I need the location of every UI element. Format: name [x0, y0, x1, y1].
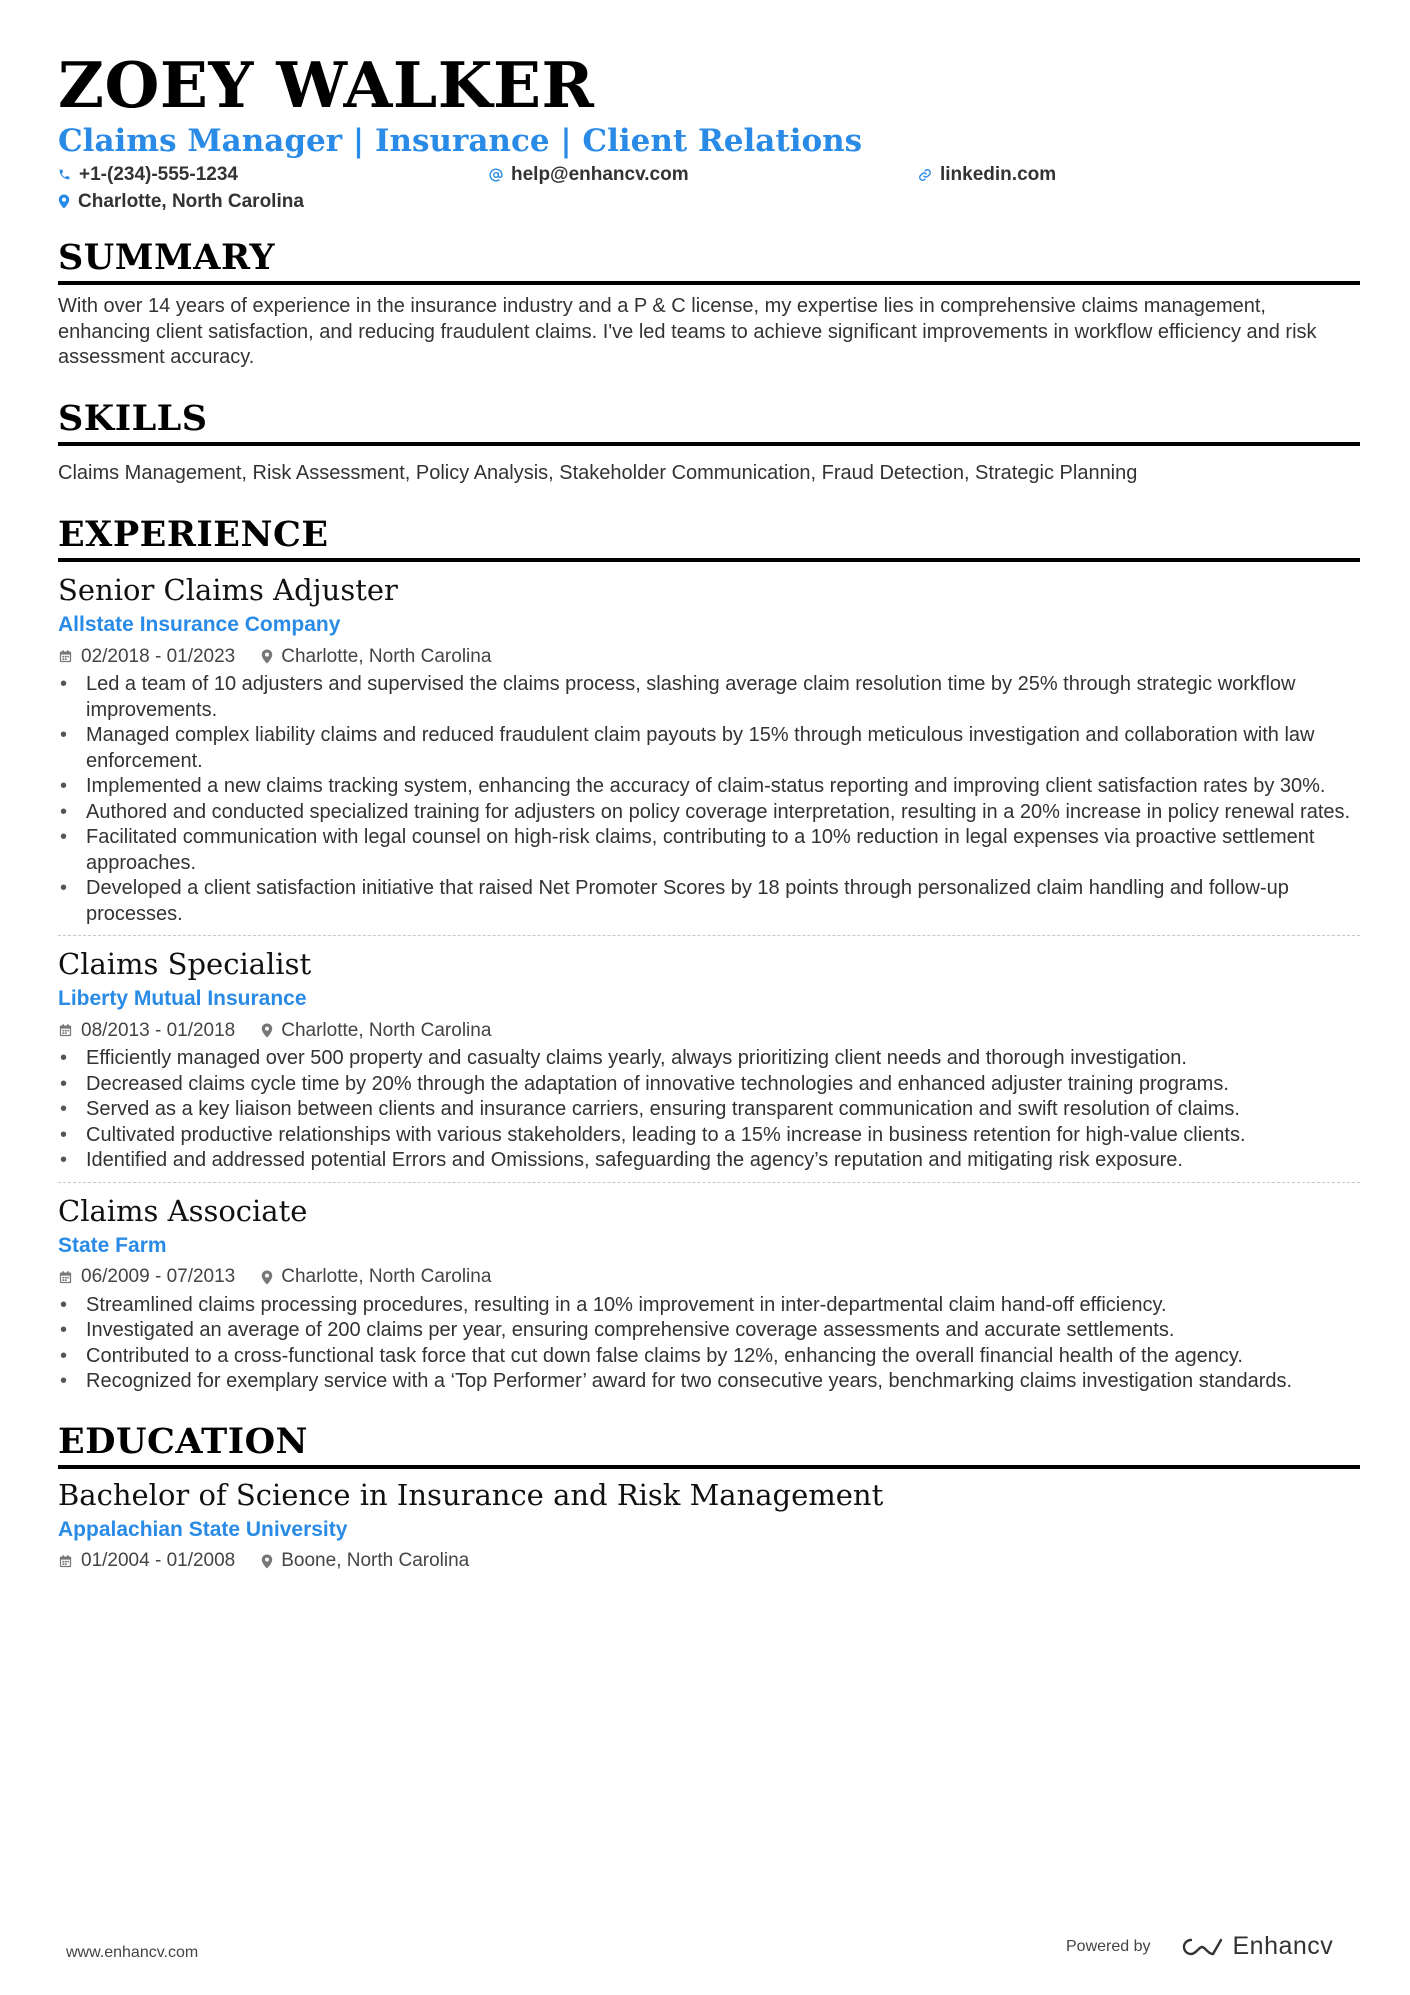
- job-location-text: Charlotte, North Carolina: [281, 645, 492, 667]
- job-dates-text: 08/2013 - 01/2018: [81, 1019, 236, 1041]
- calendar-icon: [58, 1270, 73, 1285]
- job-bullets: [58, 1293, 1360, 1395]
- education-location: [261, 1550, 469, 1572]
- experience-title: EXPERIENCE: [58, 514, 329, 555]
- entry-divider: [58, 935, 1360, 936]
- linkedin-contact[interactable]: [918, 164, 1056, 186]
- skills-text: Claims Management, Risk Assessment, Policy Analysis, Stakeholder Communication, Fraud Detection, Strategic Planning: [58, 461, 1138, 484]
- linkedin-text[interactable]: linkedin.com: [940, 163, 1057, 185]
- experience-entry: [58, 1193, 1360, 1395]
- job-bullet: • Investigated an average of 200 claims per year, ensuring comprehensive coverage assessments and accurate settlements.: [58, 1318, 1360, 1344]
- job-bullet: • Managed complex liability claims and reduced fraudulent claim payouts by 15% through meticulous investigation and collaboration with law enforcement.: [58, 723, 1360, 774]
- location-text: Charlotte, North Carolina: [78, 190, 304, 212]
- job-bullet: • Decreased claims cycle time by 20% through the adaptation of innovative technologies and enhanced adjuster training programs.: [58, 1072, 1360, 1098]
- section-divider: [58, 281, 1360, 285]
- job-location-text: Charlotte, North Carolina: [281, 1019, 492, 1041]
- resume-page: [58, 48, 1360, 1576]
- location-contact: [58, 191, 304, 213]
- school-name: Appalachian State University: [58, 1517, 348, 1541]
- job-meta: [58, 1263, 1360, 1292]
- job-bullet: • Recognized for exemplary service with a ‘Top Performer’ award for two consecutive years, benchmarking claims investigation standards.: [58, 1369, 1360, 1395]
- at-icon: [489, 168, 503, 182]
- education-location-text: Boone, North Carolina: [281, 1550, 470, 1571]
- phone-text: +1-(234)-555-1234: [79, 163, 238, 185]
- job-bullet: • Authored and conducted specialized training for adjusters on policy coverage interpretation, resulting in a 20% increase in policy renewal rates.: [58, 800, 1360, 826]
- email-text[interactable]: help@enhancv.com: [511, 163, 689, 185]
- company-name: Liberty Mutual Insurance: [58, 987, 307, 1010]
- email-contact[interactable]: [489, 164, 918, 186]
- job-bullet: • Developed a client satisfaction initiative that raised Net Promoter Scores by 18 points through personalized claim handling and follow-up processes.: [58, 876, 1360, 927]
- company-name: Allstate Insurance Company: [58, 613, 341, 636]
- job-dates-text: 06/2009 - 07/2013: [81, 1266, 236, 1287]
- experience-section: [58, 514, 1360, 1395]
- link-icon: [918, 168, 932, 182]
- education-section: [58, 1421, 1360, 1576]
- job-dates: [58, 1266, 235, 1288]
- candidate-headline: Claims Manager | Insurance | Client Relations: [58, 123, 863, 159]
- job-dates-text: 02/2018 - 01/2023: [81, 645, 236, 667]
- experience-entry: [58, 946, 1360, 1174]
- job-location: [261, 1020, 491, 1042]
- experience-entry: [58, 572, 1360, 927]
- job-bullet: • Cultivated productive relationships with various stakeholders, leading to a 15% increase in business retention for high-value clients.: [58, 1123, 1360, 1149]
- phone-icon: [58, 168, 71, 181]
- education-entry: [58, 1477, 1360, 1576]
- job-title: Claims Specialist: [58, 947, 312, 981]
- job-bullet: • Streamlined claims processing procedures, resulting in a 10% improvement in inter-departmental claim hand-off efficiency.: [58, 1293, 1360, 1319]
- company-name: State Farm: [58, 1233, 167, 1257]
- skills-title: SKILLS: [58, 397, 208, 439]
- section-divider: [58, 442, 1360, 446]
- job-bullet: • Implemented a new claims tracking system, enhancing the accuracy of claim-status reporting and improving client satisfaction rates by 30%.: [58, 774, 1360, 800]
- job-location: [261, 1266, 491, 1288]
- enhancv-logo-icon: [1177, 1935, 1223, 1959]
- job-bullet: • Served as a key liaison between clients and insurance carriers, ensuring transparent communication and swift resolution of claims.: [58, 1097, 1360, 1123]
- calendar-icon: [58, 1554, 73, 1569]
- footer-website[interactable]: www.enhancv.com: [66, 1944, 199, 1961]
- map-pin-icon: [261, 1023, 273, 1038]
- brand-name[interactable]: Enhancv: [1232, 1932, 1334, 1960]
- map-pin-icon: [58, 194, 70, 209]
- job-dates: [58, 1020, 235, 1042]
- footer-branding: [1066, 1932, 1333, 1961]
- map-pin-icon: [261, 1554, 273, 1569]
- education-title: EDUCATION: [58, 1420, 309, 1462]
- job-bullets: [58, 1046, 1360, 1174]
- calendar-icon: [58, 649, 73, 664]
- job-bullet: • Facilitated communication with legal counsel on high-risk claims, contributing to a 10% reduction in legal expenses via proactive settlement approaches.: [58, 825, 1360, 876]
- summary-title: SUMMARY: [58, 237, 275, 278]
- skills-section: [58, 398, 1360, 487]
- entry-divider: [58, 1182, 1360, 1183]
- education-dates: [58, 1550, 235, 1572]
- job-bullets: [58, 672, 1360, 927]
- job-meta: [58, 642, 1360, 671]
- powered-by-label: Powered by: [1066, 1937, 1151, 1955]
- degree-title: Bachelor of Science in Insurance and Risk Management: [58, 1477, 884, 1512]
- job-location-text: Charlotte, North Carolina: [281, 1266, 492, 1287]
- summary-text: With over 14 years of experience in the insurance industry and a P & C license, my expertise lies in comprehensive claims management, enhancing client satisfaction, and reducing fraudulent claims. I've led teams to achieve significant improvements in workflow efficiency and risk assessment accuracy.: [58, 295, 1317, 368]
- map-pin-icon: [261, 1270, 273, 1285]
- summary-section: [58, 237, 1360, 371]
- job-bullet: • Led a team of 10 adjusters and supervised the claims process, slashing average claim resolution time by 25% through strategic workflow improvements.: [58, 672, 1360, 723]
- job-location: [261, 646, 491, 668]
- job-bullet: • Identified and addressed potential Errors and Omissions, safeguarding the agency’s reputation and mitigating risk exposure.: [58, 1148, 1360, 1174]
- job-dates: [58, 646, 235, 668]
- calendar-icon: [58, 1023, 73, 1038]
- location-row: [58, 188, 1360, 215]
- job-bullet: • Contributed to a cross-functional task force that cut down false claims by 12%, enhancing the overall financial health of the agency.: [58, 1344, 1360, 1370]
- job-meta: [58, 1016, 1360, 1045]
- job-bullet: • Efficiently managed over 500 property and casualty claims yearly, always prioritizing client needs and thorough investigation.: [58, 1046, 1360, 1072]
- candidate-name: ZOEY WALKER: [58, 48, 595, 122]
- education-dates-text: 01/2004 - 01/2008: [81, 1550, 236, 1571]
- map-pin-icon: [261, 649, 273, 664]
- contact-row: [58, 161, 1360, 188]
- job-title: Senior Claims Adjuster: [58, 573, 398, 607]
- job-title: Claims Associate: [58, 1193, 308, 1228]
- phone-contact: [58, 164, 489, 186]
- education-meta: [58, 1547, 1360, 1576]
- section-divider: [58, 1465, 1360, 1469]
- section-divider: [58, 558, 1360, 562]
